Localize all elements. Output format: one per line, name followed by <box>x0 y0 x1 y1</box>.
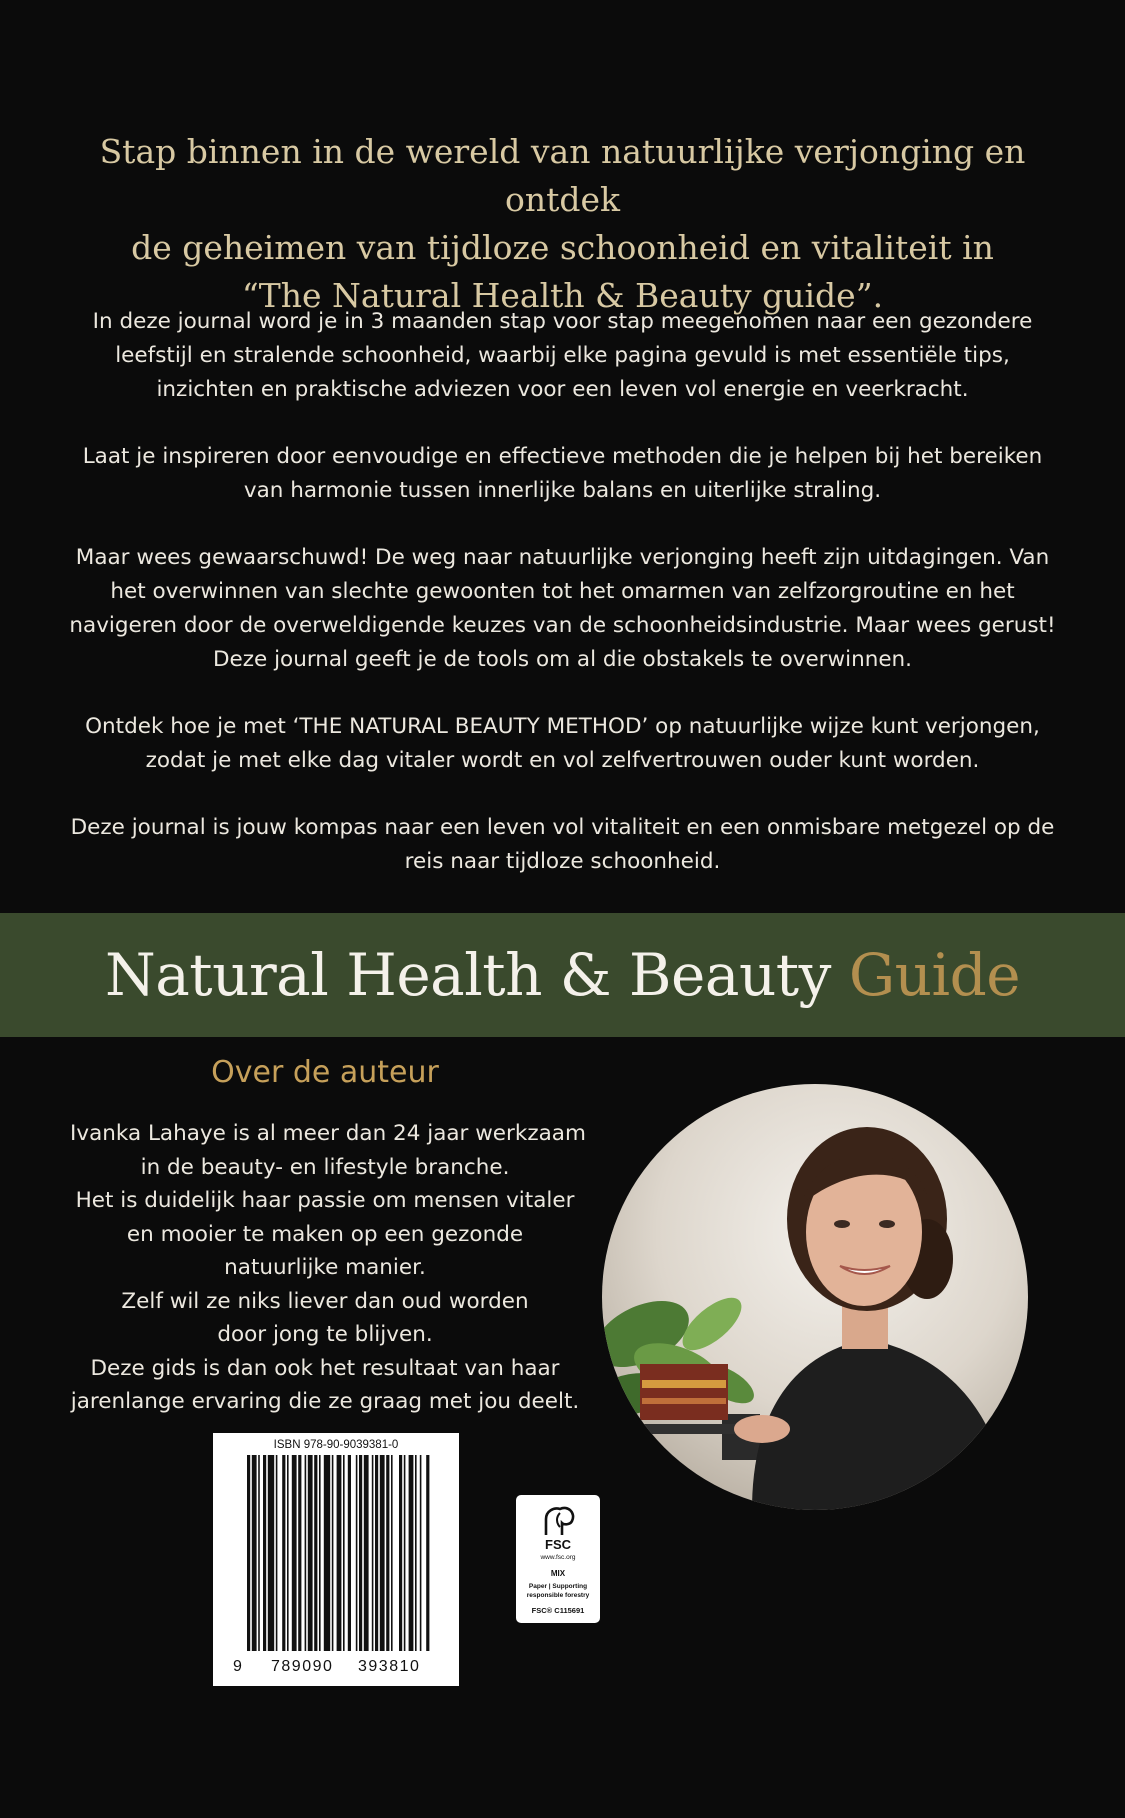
fsc-paper-line-1: Paper | Supporting <box>528 1583 588 1590</box>
barcode-bar <box>305 1455 307 1651</box>
fsc-label <box>516 1495 600 1623</box>
barcode-bar <box>337 1455 342 1651</box>
barcode-bar <box>282 1455 285 1651</box>
paragraph-line: Deze journal geeft je de tools om al die obstakels te overwinnen. <box>212 647 913 672</box>
barcode-bar <box>409 1455 414 1651</box>
barcode-bar <box>375 1455 378 1651</box>
author-bio-line: Deze gids is dan ook het resultaat van haar <box>90 1355 560 1381</box>
author-bio-line: door jong te blijven. <box>217 1322 433 1347</box>
barcode-bar <box>399 1455 402 1651</box>
barcode-bar <box>386 1455 389 1651</box>
fsc-logo-text: FSC <box>545 1537 571 1552</box>
paragraph-line: Maar wees gewaarschuwd! De weg naar natuurlijke verjonging heeft zijn uitdagingen. Van <box>75 545 1050 570</box>
barcode-bar <box>252 1455 257 1651</box>
barcode-bar <box>292 1455 297 1651</box>
description-body <box>40 305 1085 912</box>
barcode-bar <box>314 1455 317 1651</box>
barcode-bar <box>364 1455 369 1651</box>
title-band <box>0 913 1125 1037</box>
author-bio <box>70 1117 586 1419</box>
fsc-url: www.fsc.org <box>540 1554 576 1561</box>
barcode-bars <box>213 1433 459 1686</box>
isbn-barcode <box>213 1433 459 1686</box>
barcode-bar <box>324 1455 330 1651</box>
paragraph-3 <box>40 541 1085 677</box>
author-heading: Over de auteur <box>211 1055 439 1090</box>
author-portrait <box>602 1084 1028 1510</box>
paragraph-line: Ontdek hoe je met ‘THE NATURAL BEAUTY METHOD’ op natuurlijke wijze kunt verjongen, <box>85 714 1040 739</box>
barcode-bar <box>332 1455 334 1651</box>
book-title-main: Natural Health & Beauty <box>104 941 831 1009</box>
intro-heading <box>40 128 1085 320</box>
paragraph-line: leefstijl en stralende schoonheid, waarbij elke pagina gevuld is met essentiële tips, <box>115 343 1010 368</box>
paragraph-line: In deze journal word je in 3 maanden stap voor stap meegenomen naar een gezondere <box>92 309 1033 334</box>
barcode-bar <box>258 1455 260 1651</box>
barcode-digit-group-2: 393810 <box>358 1658 421 1675</box>
intro-line-1: Stap binnen in de wereld van natuurlijke verjonging en ontdek <box>99 132 1026 219</box>
barcode-bar <box>348 1455 351 1651</box>
barcode-bar <box>356 1455 358 1651</box>
barcode-digit-group-1: 789090 <box>271 1658 334 1675</box>
barcode-bar <box>276 1455 278 1651</box>
paragraph-4 <box>40 710 1085 778</box>
paragraph-line: van harmonie tussen innerlijke balans en uiterlijke straling. <box>243 478 882 503</box>
barcode-bar <box>343 1455 345 1651</box>
paragraph-line: Deze journal is jouw kompas naar een leven vol vitaliteit en een onmisbare metgezel op de <box>70 815 1055 840</box>
barcode-bar <box>359 1455 362 1651</box>
barcode-bar <box>319 1455 321 1651</box>
paragraph-line: het overwinnen van slechte gewoonten tot het omarmen van zelfzorgroutine en het <box>110 579 1015 604</box>
barcode-bar <box>415 1455 417 1651</box>
author-bio-line: Zelf wil ze niks liever dan oud worden <box>121 1288 529 1314</box>
paragraph-5 <box>40 811 1085 879</box>
intro-line-2: de geheimen van tijdloze schoonheid en vitaliteit in <box>131 228 994 267</box>
intro-line-3: “The Natural Health & Beauty guide”. <box>241 276 884 315</box>
barcode-bar <box>404 1455 406 1651</box>
book-title <box>105 941 1020 1009</box>
barcode-bar <box>268 1455 274 1651</box>
author-bio-line: en mooier te maken op een gezonde <box>126 1221 524 1247</box>
barcode-bar <box>287 1455 289 1651</box>
paragraph-line: zodat je met elke dag vitaler wordt en vol zelfvertrouwen ouder kunt worden. <box>145 748 980 773</box>
book-title-accent: Guide <box>848 941 1021 1009</box>
barcode-bar <box>420 1455 422 1651</box>
fsc-mix: MIX <box>550 1569 566 1578</box>
author-bio-line: jarenlange ervaring die ze graag met jou deelt. <box>70 1389 580 1414</box>
paragraph-line: navigeren door de overweldigende keuzes van de schoonheidsindustrie. Maar wees gerust! <box>69 613 1056 638</box>
author-bio-line: natuurlijke manier. <box>224 1255 426 1280</box>
barcode-bar <box>380 1455 385 1651</box>
fsc-code: FSC® C115691 <box>531 1606 585 1615</box>
author-bio-line: in de beauty- en lifestyle branche. <box>140 1154 510 1180</box>
author-bio-line: Het is duidelijk haar passie om mensen vitaler <box>75 1188 575 1213</box>
paragraph-line: reis naar tijdloze schoonheid. <box>404 849 721 874</box>
author-bio-line: Ivanka Lahaye is al meer dan 24 jaar werkzaam <box>70 1121 586 1146</box>
barcode-bar <box>263 1455 266 1651</box>
barcode-bar <box>391 1455 393 1651</box>
barcode-bar <box>372 1455 374 1651</box>
fsc-paper-line-2: responsible forestry <box>526 1592 590 1599</box>
barcode-digit-lead: 9 <box>233 1658 242 1675</box>
isbn-label: ISBN 978-90-9039381-0 <box>273 1439 399 1451</box>
barcode-bar <box>298 1455 301 1651</box>
paragraph-line: Laat je inspireren door eenvoudige en effectieve methoden die je helpen bij het bereiken <box>82 444 1043 469</box>
barcode-bar <box>247 1455 250 1651</box>
paragraph-line: inzichten en praktische adviezen voor een leven vol energie en veerkracht. <box>156 377 969 402</box>
paragraph-2 <box>40 440 1085 508</box>
barcode-bar <box>308 1455 313 1651</box>
barcode-bar <box>426 1455 429 1651</box>
fsc-tree-icon <box>516 1499 600 1539</box>
paragraph-1 <box>40 305 1085 407</box>
